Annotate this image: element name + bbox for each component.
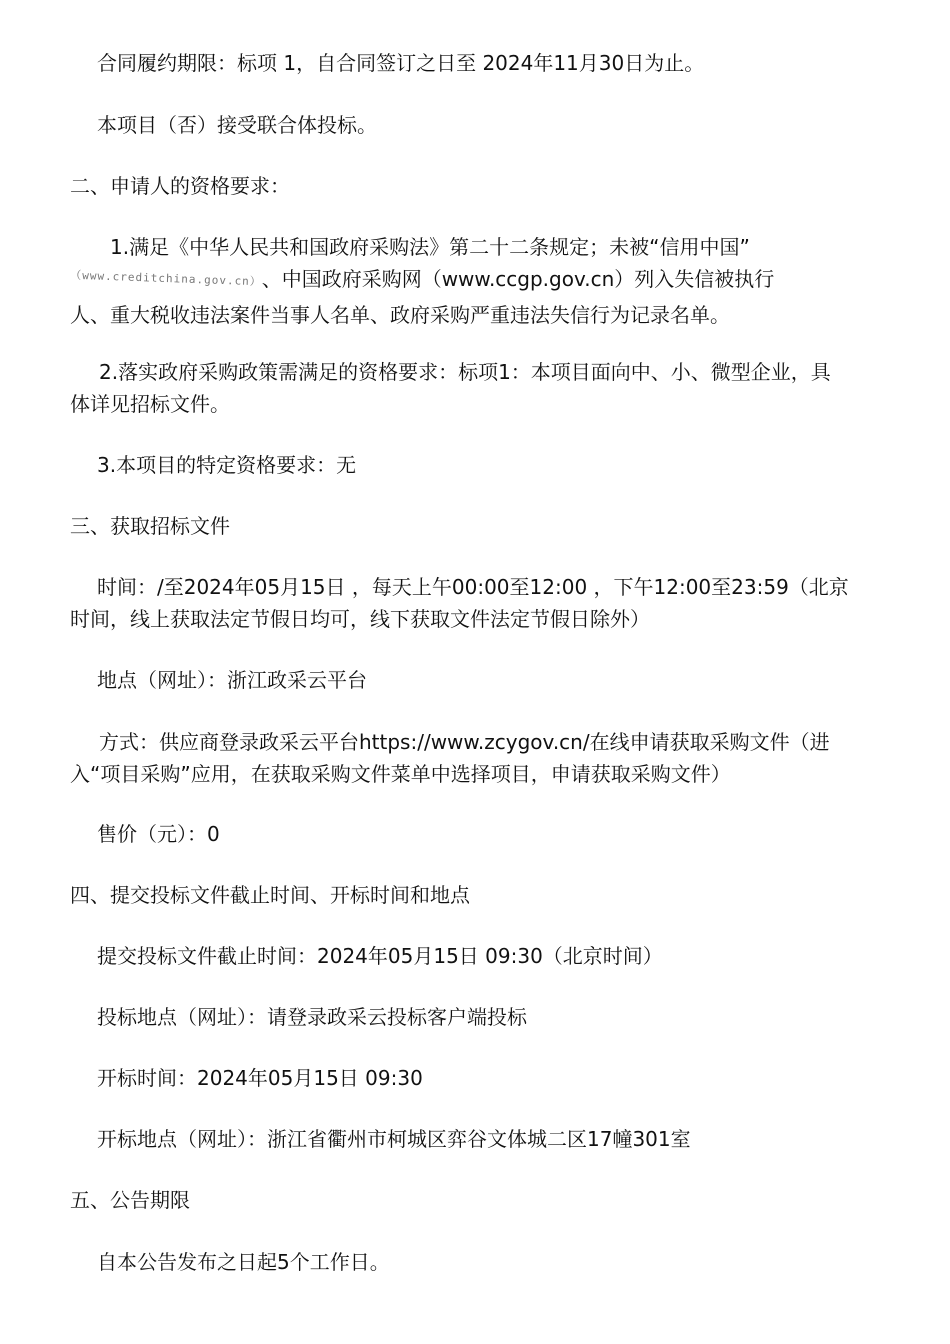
section-heading-qualification: 二、申请人的资格要求：: [70, 174, 290, 198]
requirement-1: 1.满足《中华人民共和国政府采购法》第二十二条规定；未被“信用中国” （www.creditchina.gov.cn）、中国政府采购网（www.ccgp.gov.cn）列入失信被执行 人、重大税收违法案件当事人名单、政府采购严重违法失信行为记录名单。: [70, 231, 880, 331]
requirement-3: 3.本项目的特定资格要求：无: [97, 453, 357, 477]
obtain-place: 地点（网址）：浙江政采云平台: [97, 668, 367, 692]
section-heading-notice-period: 五、公告期限: [70, 1188, 190, 1212]
contract-period: 合同履约期限：标项 1，自合同签订之日至 2024年11月30日为止。: [97, 51, 705, 75]
bid-place: 投标地点（网址）：请登录政采云投标客户端投标: [97, 1005, 527, 1029]
requirement-2: 2.落实政府采购政策需满足的资格要求：标项1：本项目面向中、小、微型企业，具 体详见招标文件。: [70, 360, 831, 416]
requirement-1-line2: （www.creditchina.gov.cn）、中国政府采购网（www.ccgp.gov.cn）列入失信被执行: [70, 263, 880, 299]
submission-deadline: 提交投标文件截止时间：2024年05月15日 09:30（北京时间）: [97, 944, 663, 968]
price: 售价（元）：0: [97, 822, 220, 846]
opening-place: 开标地点（网址）：浙江省衢州市柯城区弈谷文体城二区17幢301室: [97, 1127, 691, 1151]
opening-time: 开标时间：2024年05月15日 09:30: [97, 1066, 423, 1090]
consortium-note: 本项目（否）接受联合体投标。: [97, 113, 377, 137]
section-heading-obtain-docs: 三、获取招标文件: [70, 514, 230, 538]
notice-period: 自本公告发布之日起5个工作日。: [97, 1250, 390, 1274]
obtain-time: 时间：/至2024年05月15日 ，每天上午00:00至12:00 ，下午12:00至23:59（北京 时间，线上获取法定节假日均可，线下获取文件法定节假日除外）: [70, 575, 849, 631]
obtain-method: 方式：供应商登录政采云平台https://www.zcygov.cn/在线申请获取采购文件（进 入“项目采购”应用，在获取采购文件菜单中选择项目，申请获取采购文件）: [70, 730, 830, 786]
credit-china-url-image: （www.creditchina.gov.cn）: [70, 268, 263, 289]
section-heading-deadline: 四、提交投标文件截止时间、开标时间和地点: [70, 883, 470, 907]
